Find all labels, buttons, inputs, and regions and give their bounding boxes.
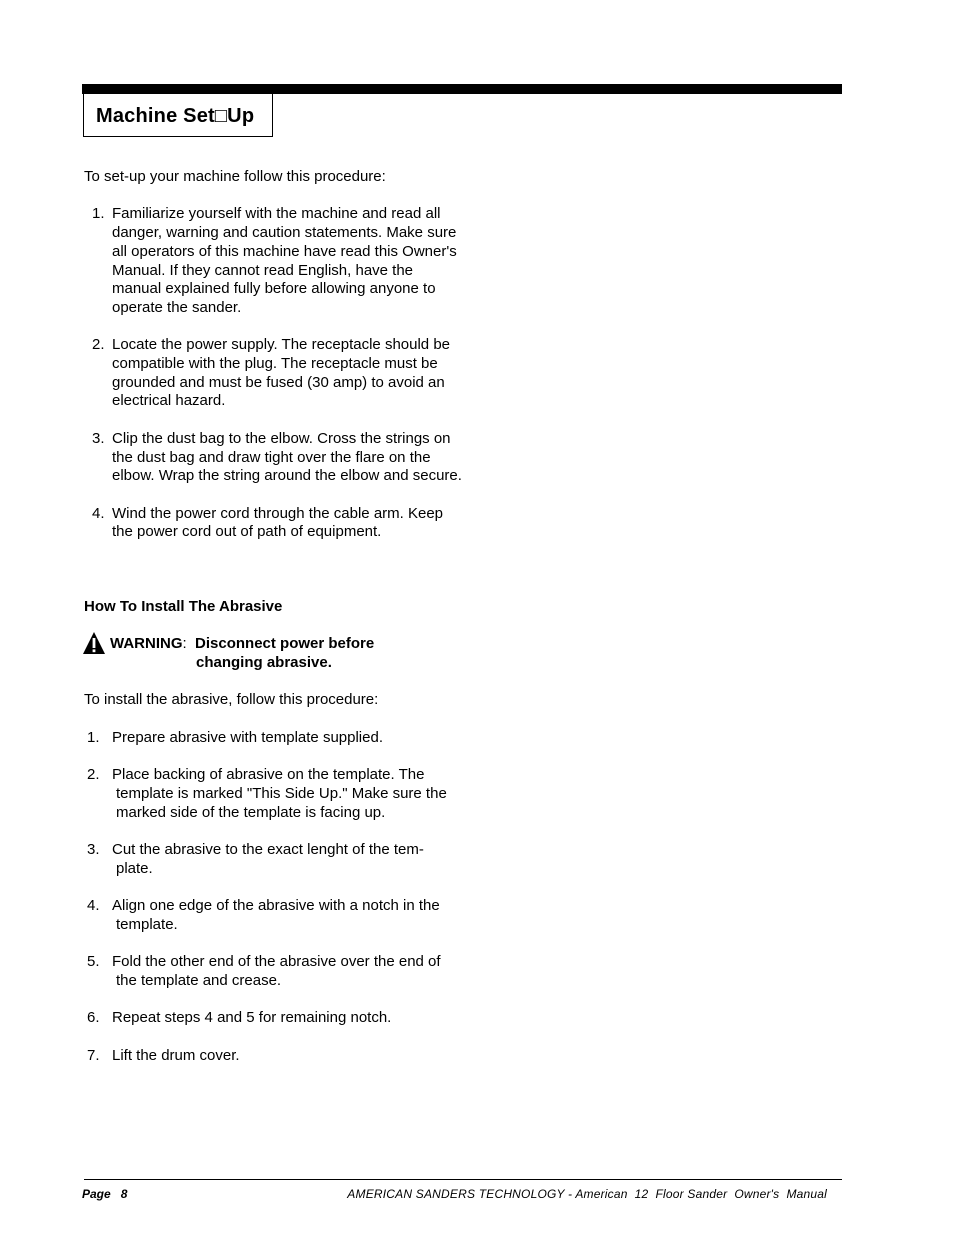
abrasive-steps — [84, 729, 464, 1066]
page-label: Page — [82, 1187, 111, 1201]
step-text: Lift the drum cover. — [112, 1046, 240, 1064]
step-text: Familiarize yourself with the machine and read all danger, warning and caution statements. Make sure all operators of this machine have read this Owner's Manual. If they cannot read English, have the manual explained fully before allowing anyone to operate the sander. — [112, 205, 457, 316]
step-number: 7. — [87, 1046, 100, 1064]
title-box — [83, 93, 273, 137]
warning-triangle-icon — [82, 631, 106, 655]
step-text: Place backing of abrasive on the template. The template is marked "This Side Up." Make sure the marked side of the template is facing up. — [112, 766, 447, 821]
list-item — [84, 897, 464, 934]
list-item — [84, 953, 464, 990]
step-number: 1. — [92, 205, 105, 223]
step-number: 3. — [87, 841, 100, 859]
list-item — [84, 1047, 464, 1066]
step-number: 4. — [87, 897, 100, 915]
page-number-value: 8 — [120, 1187, 128, 1201]
warning-message: Disconnect power before — [195, 635, 375, 653]
page-title: Machine Set□Up — [96, 105, 255, 127]
step-number: 6. — [87, 1009, 100, 1027]
list-item — [84, 336, 464, 411]
list-item — [84, 430, 464, 486]
step-text: Clip the dust bag to the elbow. Cross the strings on the dust bag and draw tight over the flare on the elbow. Wrap the string around the elbow and secure. — [112, 429, 462, 485]
step-text: Locate the power supply. The receptacle should be compatible with the plug. The receptacle must be grounded and must be fused (30 amp) to avoid an electrical hazard. — [112, 336, 450, 410]
list-item — [84, 766, 464, 822]
warning-label: WARNING — [110, 635, 183, 653]
abrasive-intro: To install the abrasive, follow this procedure: — [84, 691, 379, 709]
step-text: Wind the power cord through the cable arm. Keep the power cord out of path of equipment. — [112, 504, 444, 541]
setup-steps — [84, 205, 464, 542]
footer-manual-title: AMERICAN SANDERS TECHNOLOGY - American 12 Floor Sander Owner's Manual — [347, 1187, 827, 1201]
step-number: 2. — [87, 766, 100, 784]
list-item — [84, 1009, 464, 1028]
list-item — [84, 205, 464, 317]
warning-notice — [84, 635, 464, 672]
list-item — [84, 729, 464, 748]
step-number: 1. — [87, 728, 100, 746]
main-content — [84, 168, 464, 1084]
section-title: How To Install The Abrasive — [84, 598, 283, 615]
setup-intro: To set-up your machine follow this procedure: — [84, 168, 386, 185]
page-number — [82, 1187, 127, 1201]
step-text: Align one edge of the abrasive with a notch in the template. — [112, 897, 440, 933]
warning-line-2: changing abrasive. — [196, 654, 332, 672]
step-number: 4. — [92, 504, 105, 522]
warning-colon: : — [182, 635, 187, 653]
step-text: Cut the abrasive to the exact lenght of the tem- plate. — [112, 841, 424, 877]
step-number: 3. — [92, 429, 105, 447]
warning-line-1 — [110, 635, 464, 654]
step-text: Prepare abrasive with template supplied. — [112, 728, 383, 746]
list-item — [84, 505, 464, 542]
step-text: Fold the other end of the abrasive over the end of the template and crease. — [112, 953, 441, 989]
step-number: 2. — [92, 336, 105, 354]
step-text: Repeat steps 4 and 5 for remaining notch. — [112, 1009, 392, 1027]
step-number: 5. — [87, 953, 100, 971]
footer-rule — [84, 1179, 842, 1180]
list-item — [84, 841, 464, 878]
